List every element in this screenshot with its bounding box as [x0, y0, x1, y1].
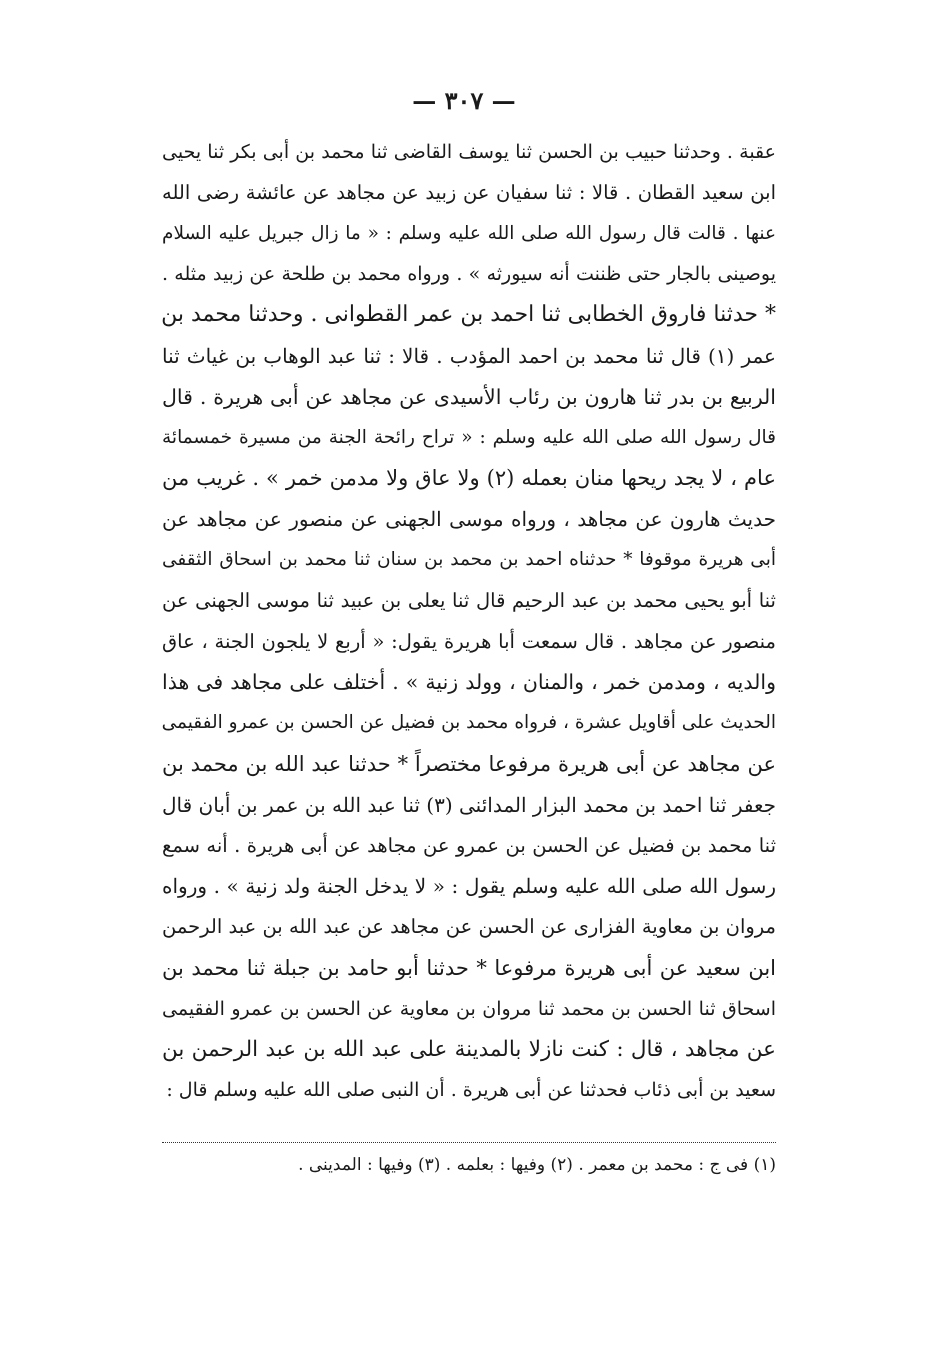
text-line: أبى هريرة موقوفا * حدثناه احمد بن محمد بن سنان ثنا محمد بن اسحاق الثقفى — [162, 548, 776, 570]
page-number: — ٣٠٧ — — [412, 86, 516, 115]
footnotes: (١) فى ج : محمد بن معمر . (٢) وفيها : بعلمه . (٣) وفيها : المدينى . — [298, 1155, 776, 1175]
text-line: سعيد بن أبى ذئاب فحدثنا عن أبى هريرة . أن النبى صلى الله عليه وسلم قال : — [166, 1079, 776, 1102]
text-line: حديث هارون عن مجاهد ، ورواه موسى الجهنى عن منصور عن مجاهد عن — [162, 507, 776, 532]
text-line: ثنا محمد بن فضيل عن الحسن بن عمرو عن مجاهد عن أبى هريرة . أنه سمع — [162, 833, 776, 857]
text-line: اسحاق ثنا الحسن بن محمد ثنا مروان بن معاوية عن الحسن بن عمرو الفقيمى — [162, 997, 776, 1020]
text-line: جعفر ثنا احمد بن محمد البزار المدائنى (٣) ثنا عبد الله بن عمر بن أبان قال — [162, 792, 776, 817]
text-line: رسول الله صلى الله عليه وسلم يقول : « لا يدخل الجنة ولد زنية » . ورواه — [162, 874, 776, 899]
text-line: الربيع بن بدر ثنا هارون بن رئاب الأسيدى عن مجاهد عن أبى هريرة . قال — [162, 384, 776, 409]
text-line: منصور عن مجاهد . قال سمعت أبا هريرة يقول: « أربع لا يلجون الجنة ، عاق — [162, 629, 776, 653]
text-line: عنها . قالت قال رسول الله صلى الله عليه وسلم : « ما زال جبريل عليه السلام — [162, 222, 776, 244]
text-line: * حدثنا فاروق الخطابى ثنا احمد بن عمر القطوانى . وحدثنا محمد بن — [161, 302, 776, 328]
text-line: قال رسول الله صلى الله عليه وسلم : « تراح رائحة الجنة من مسيرة خمسمائة — [162, 426, 776, 448]
text-line: ابن سعيد القطان . قالا : ثنا سفيان عن زبيد عن مجاهد عن عائشة رضى الله — [162, 180, 776, 204]
main-text — [162, 132, 776, 1111]
text-line: ابن سعيد عن أبى هريرة مرفوعا * حدثنا أبو حامد بن جبلة ثنا محمد بن — [162, 955, 776, 980]
text-line: مروان بن معاوية الفزارى عن الحسن عن مجاهد عن عبد الله بن عبد الرحمن — [162, 915, 776, 939]
text-line: عام ، لا يجد ريحها منان بعمله (٢) ولا عاق ولا مدمن خمر » . غريب من — [162, 466, 776, 491]
footnote-separator — [162, 1142, 776, 1143]
text-line: يوصينى بالجار حتى ظننت أنه سيورثه » . ورواه محمد بن طلحة عن زبيد مثله . — [162, 263, 776, 286]
text-line: عن مجاهد عن أبى هريرة مرفوعا مختصراً * حدثنا عبد الله بن محمد بن — [162, 751, 776, 776]
text-line: عقبة . وحدثنا حبيب بن الحسن ثنا يوسف القاضى ثنا محمد بن أبى بكر ثنا يحيى — [162, 141, 776, 163]
text-line: ثنا أبو يحيى محمد بن عبد الرحيم قال ثنا يعلى بن عبيد ثنا موسى الجهنى عن — [162, 588, 776, 612]
text-line: الحديث على أقاويل عشرة ، فرواه محمد بن فضيل عن الحسن بن عمرو الفقيمى — [161, 712, 776, 734]
text-line: عمر (١) قال ثنا محمد بن احمد المؤدب . قالا : ثنا عبد الوهاب بن غياث ثنا — [162, 343, 776, 368]
text-line: عن مجاهد ، قال : كنت نازلا بالمدينة على عبد الله بن عبد الرحمن بن — [162, 1036, 776, 1062]
text-line: والديه ، ومدمن خمر ، والمنان ، وولد زنية » . أختلف على مجاهد فى هذا — [162, 670, 776, 695]
